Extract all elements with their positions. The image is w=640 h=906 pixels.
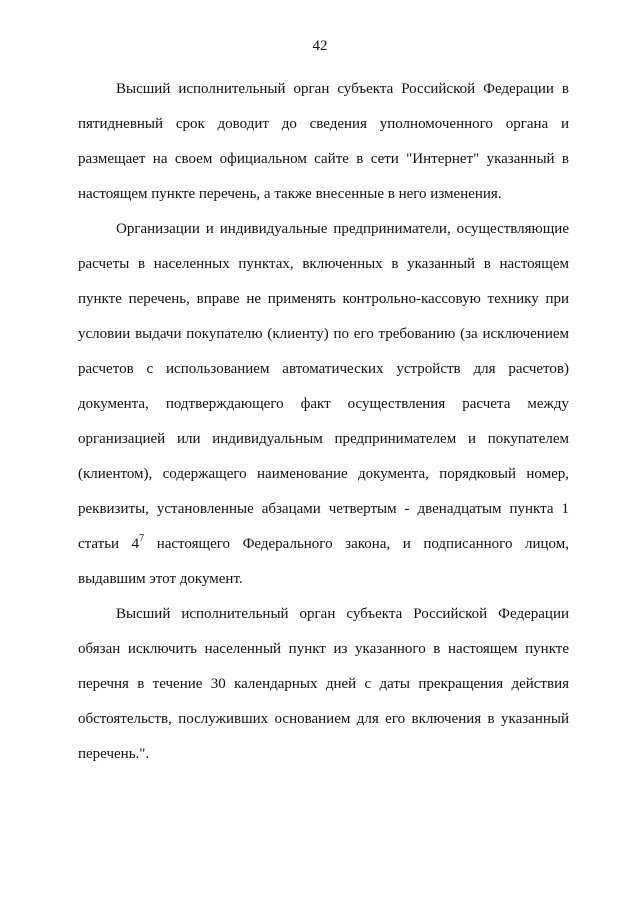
paragraph-2-line: расчеты в населенных пунктах, включенных в указанный в настоящем <box>78 256 569 272</box>
paragraph-2-line: (клиентом), содержащего наименование документа, порядковый номер, <box>78 466 569 482</box>
paragraph-2-line-with-superscript <box>78 527 569 562</box>
paragraph-3-line: перечня в течение 30 календарных дней с даты прекращения действия <box>78 676 569 692</box>
paragraph-2-line: реквизиты, установленные абзацами четвертым - двенадцатым пункта 1 <box>78 501 569 517</box>
paragraph-3-line: обязан исключить населенный пункт из указанного в настоящем пункте <box>78 641 569 657</box>
paragraph-2-line: документа, подтверждающего факт осуществления расчета между <box>78 396 569 412</box>
paragraph-1-line: настоящем пункте перечень, а также внесенные в него изменения. <box>78 186 502 202</box>
page-number: 42 <box>312 38 328 54</box>
paragraph-1 <box>78 72 569 212</box>
document-body <box>78 72 569 772</box>
paragraph-3-line: перечень.". <box>78 746 150 762</box>
paragraph-3 <box>78 597 569 772</box>
paragraph-1-line: пятидневный срок доводит до сведения уполномоченного органа и <box>78 116 569 132</box>
paragraph-2-line: расчетов с использованием автоматических устройств для расчетов) <box>78 361 569 377</box>
paragraph-2-line: условии выдачи покупателю (клиенту) по его требованию (за исключением <box>78 326 569 342</box>
paragraph-2-line: выдавшим этот документ. <box>78 571 243 587</box>
article-reference: статьи 4 <box>78 536 140 552</box>
article-superscript: 7 <box>139 533 145 544</box>
paragraph-3-line: Высший исполнительный орган субъекта Российской Федерации <box>116 606 569 622</box>
paragraph-2-line: пункте перечень, вправе не применять контрольно-кассовую технику при <box>78 291 569 307</box>
article-reference-continuation: настоящего Федерального закона, и подписанного лицом, <box>144 536 569 552</box>
paragraph-1-line: Высший исполнительный орган субъекта Российской Федерации в <box>116 81 569 97</box>
paragraph-2-line: организацией или индивидуальным предпринимателем и покупателем <box>78 431 569 447</box>
paragraph-2-line: Организации и индивидуальные предприниматели, осуществляющие <box>116 221 569 237</box>
paragraph-2 <box>78 212 569 597</box>
paragraph-1-line: размещает на своем официальном сайте в сети "Интернет" указанный в <box>78 151 569 167</box>
paragraph-3-line: обстоятельств, послуживших основанием для его включения в указанный <box>78 711 569 727</box>
